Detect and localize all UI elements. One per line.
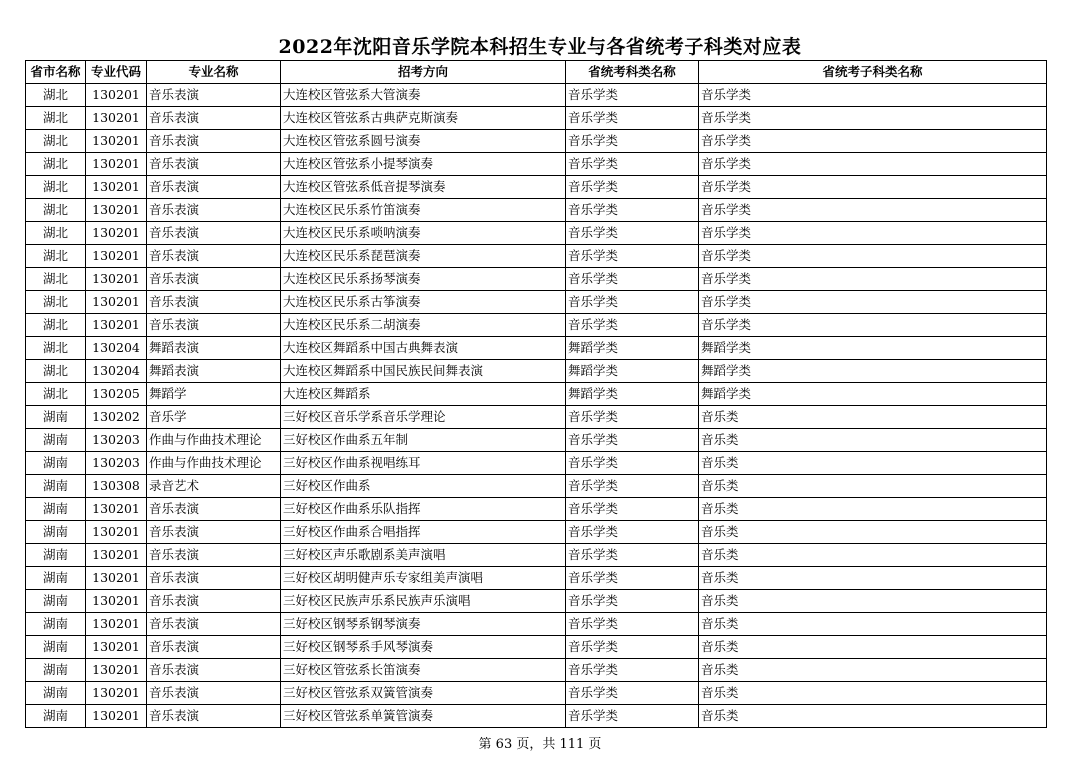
subcategory-cell: 音乐学类 xyxy=(699,314,1047,337)
direction-cell: 三好校区音乐学系音乐学理论 xyxy=(281,406,566,429)
major-cell: 舞蹈学 xyxy=(147,383,281,406)
category-cell: 舞蹈学类 xyxy=(566,337,699,360)
code-cell: 130201 xyxy=(86,567,147,590)
direction-cell: 三好校区管弦系长笛演奏 xyxy=(281,659,566,682)
direction-cell: 大连校区舞蹈系中国古典舞表演 xyxy=(281,337,566,360)
table-row xyxy=(26,153,1047,176)
subcategory-cell: 音乐类 xyxy=(699,498,1047,521)
major-cell: 音乐表演 xyxy=(147,84,281,107)
category-cell: 音乐学类 xyxy=(566,705,699,728)
subcategory-cell: 音乐类 xyxy=(699,475,1047,498)
major-cell: 舞蹈表演 xyxy=(147,360,281,383)
major-cell: 作曲与作曲技术理论 xyxy=(147,429,281,452)
subcategory-cell: 音乐学类 xyxy=(699,130,1047,153)
subcategory-cell: 音乐类 xyxy=(699,613,1047,636)
province-cell: 湖南 xyxy=(26,498,86,521)
table-row xyxy=(26,682,1047,705)
province-cell: 湖北 xyxy=(26,222,86,245)
direction-cell: 大连校区民乐系古筝演奏 xyxy=(281,291,566,314)
code-cell: 130205 xyxy=(86,383,147,406)
province-cell: 湖北 xyxy=(26,314,86,337)
category-cell: 音乐学类 xyxy=(566,199,699,222)
major-cell: 音乐表演 xyxy=(147,590,281,613)
category-cell: 音乐学类 xyxy=(566,268,699,291)
major-cell: 音乐表演 xyxy=(147,636,281,659)
category-cell: 音乐学类 xyxy=(566,452,699,475)
code-cell: 130201 xyxy=(86,521,147,544)
category-cell: 音乐学类 xyxy=(566,475,699,498)
category-cell: 音乐学类 xyxy=(566,498,699,521)
code-cell: 130201 xyxy=(86,268,147,291)
province-cell: 湖北 xyxy=(26,176,86,199)
subcategory-cell: 音乐学类 xyxy=(699,199,1047,222)
table-row xyxy=(26,521,1047,544)
province-cell: 湖南 xyxy=(26,567,86,590)
major-cell: 音乐表演 xyxy=(147,705,281,728)
major-cell: 音乐表演 xyxy=(147,245,281,268)
table-row xyxy=(26,176,1047,199)
major-cell: 音乐表演 xyxy=(147,521,281,544)
subcategory-cell: 舞蹈学类 xyxy=(699,337,1047,360)
subcategory-cell: 音乐类 xyxy=(699,544,1047,567)
table-row xyxy=(26,659,1047,682)
table-row xyxy=(26,222,1047,245)
subcategory-cell: 音乐类 xyxy=(699,590,1047,613)
direction-cell: 大连校区管弦系大管演奏 xyxy=(281,84,566,107)
table-row xyxy=(26,314,1047,337)
major-cell: 音乐表演 xyxy=(147,544,281,567)
direction-cell: 大连校区民乐系唢呐演奏 xyxy=(281,222,566,245)
mapping-table xyxy=(25,60,1047,728)
table-row xyxy=(26,590,1047,613)
category-cell: 音乐学类 xyxy=(566,107,699,130)
category-cell: 音乐学类 xyxy=(566,590,699,613)
province-cell: 湖南 xyxy=(26,682,86,705)
major-cell: 音乐表演 xyxy=(147,613,281,636)
province-cell: 湖北 xyxy=(26,268,86,291)
subcategory-cell: 音乐类 xyxy=(699,705,1047,728)
code-cell: 130204 xyxy=(86,360,147,383)
direction-cell: 三好校区民族声乐系民族声乐演唱 xyxy=(281,590,566,613)
province-cell: 湖北 xyxy=(26,291,86,314)
table-row xyxy=(26,199,1047,222)
province-cell: 湖南 xyxy=(26,475,86,498)
category-cell: 音乐学类 xyxy=(566,429,699,452)
direction-cell: 三好校区作曲系五年制 xyxy=(281,429,566,452)
major-cell: 音乐学 xyxy=(147,406,281,429)
major-cell: 录音艺术 xyxy=(147,475,281,498)
direction-cell: 大连校区管弦系低音提琴演奏 xyxy=(281,176,566,199)
category-cell: 音乐学类 xyxy=(566,659,699,682)
major-cell: 音乐表演 xyxy=(147,682,281,705)
direction-cell: 三好校区作曲系 xyxy=(281,475,566,498)
province-cell: 湖北 xyxy=(26,360,86,383)
code-cell: 130202 xyxy=(86,406,147,429)
direction-cell: 大连校区民乐系二胡演奏 xyxy=(281,314,566,337)
code-cell: 130201 xyxy=(86,291,147,314)
table-row xyxy=(26,130,1047,153)
major-cell: 音乐表演 xyxy=(147,659,281,682)
code-cell: 130201 xyxy=(86,176,147,199)
province-cell: 湖北 xyxy=(26,383,86,406)
table-row xyxy=(26,544,1047,567)
category-cell: 音乐学类 xyxy=(566,636,699,659)
header-direction: 招考方向 xyxy=(281,61,566,84)
category-cell: 音乐学类 xyxy=(566,544,699,567)
category-cell: 音乐学类 xyxy=(566,406,699,429)
header-province: 省市名称 xyxy=(26,61,86,84)
category-cell: 音乐学类 xyxy=(566,245,699,268)
category-cell: 舞蹈学类 xyxy=(566,383,699,406)
direction-cell: 三好校区作曲系乐队指挥 xyxy=(281,498,566,521)
table-row xyxy=(26,291,1047,314)
major-cell: 舞蹈表演 xyxy=(147,337,281,360)
major-cell: 音乐表演 xyxy=(147,268,281,291)
direction-cell: 三好校区管弦系单簧管演奏 xyxy=(281,705,566,728)
subcategory-cell: 音乐类 xyxy=(699,521,1047,544)
province-cell: 湖南 xyxy=(26,590,86,613)
province-cell: 湖南 xyxy=(26,636,86,659)
major-cell: 音乐表演 xyxy=(147,567,281,590)
table-row xyxy=(26,107,1047,130)
province-cell: 湖南 xyxy=(26,613,86,636)
code-cell: 130203 xyxy=(86,452,147,475)
direction-cell: 大连校区民乐系扬琴演奏 xyxy=(281,268,566,291)
subcategory-cell: 音乐类 xyxy=(699,682,1047,705)
table-row xyxy=(26,636,1047,659)
province-cell: 湖北 xyxy=(26,130,86,153)
subcategory-cell: 音乐学类 xyxy=(699,176,1047,199)
subcategory-cell: 音乐学类 xyxy=(699,84,1047,107)
table-row xyxy=(26,245,1047,268)
major-cell: 音乐表演 xyxy=(147,176,281,199)
direction-cell: 大连校区管弦系古典萨克斯演奏 xyxy=(281,107,566,130)
subcategory-cell: 音乐学类 xyxy=(699,291,1047,314)
code-cell: 130201 xyxy=(86,659,147,682)
direction-cell: 大连校区舞蹈系 xyxy=(281,383,566,406)
category-cell: 音乐学类 xyxy=(566,84,699,107)
code-cell: 130201 xyxy=(86,130,147,153)
province-cell: 湖南 xyxy=(26,521,86,544)
subcategory-cell: 舞蹈学类 xyxy=(699,360,1047,383)
direction-cell: 三好校区管弦系双簧管演奏 xyxy=(281,682,566,705)
category-cell: 音乐学类 xyxy=(566,222,699,245)
code-cell: 130201 xyxy=(86,153,147,176)
direction-cell: 大连校区管弦系圆号演奏 xyxy=(281,130,566,153)
province-cell: 湖北 xyxy=(26,245,86,268)
category-cell: 音乐学类 xyxy=(566,567,699,590)
province-cell: 湖南 xyxy=(26,406,86,429)
category-cell: 音乐学类 xyxy=(566,130,699,153)
category-cell: 音乐学类 xyxy=(566,521,699,544)
table-row xyxy=(26,383,1047,406)
code-cell: 130201 xyxy=(86,705,147,728)
subcategory-cell: 音乐类 xyxy=(699,452,1047,475)
page-footer: 第 63 页，共 111 页 xyxy=(478,737,602,752)
category-cell: 音乐学类 xyxy=(566,291,699,314)
code-cell: 130204 xyxy=(86,337,147,360)
major-cell: 音乐表演 xyxy=(147,291,281,314)
table-row xyxy=(26,429,1047,452)
subcategory-cell: 音乐学类 xyxy=(699,268,1047,291)
subcategory-cell: 音乐学类 xyxy=(699,107,1047,130)
table-row xyxy=(26,705,1047,728)
major-cell: 音乐表演 xyxy=(147,314,281,337)
code-cell: 130201 xyxy=(86,199,147,222)
subcategory-cell: 音乐类 xyxy=(699,429,1047,452)
major-cell: 音乐表演 xyxy=(147,153,281,176)
table-row xyxy=(26,567,1047,590)
direction-cell: 三好校区声乐歌剧系美声演唱 xyxy=(281,544,566,567)
direction-cell: 大连校区民乐系竹笛演奏 xyxy=(281,199,566,222)
direction-cell: 大连校区民乐系琵琶演奏 xyxy=(281,245,566,268)
subcategory-cell: 音乐学类 xyxy=(699,245,1047,268)
header-category: 省统考科类名称 xyxy=(566,61,699,84)
code-cell: 130201 xyxy=(86,245,147,268)
subcategory-cell: 音乐类 xyxy=(699,567,1047,590)
direction-cell: 大连校区舞蹈系中国民族民间舞表演 xyxy=(281,360,566,383)
subcategory-cell: 音乐学类 xyxy=(699,153,1047,176)
subcategory-cell: 音乐类 xyxy=(699,659,1047,682)
direction-cell: 三好校区胡明健声乐专家组美声演唱 xyxy=(281,567,566,590)
code-cell: 130201 xyxy=(86,590,147,613)
header-row xyxy=(26,61,1047,84)
category-cell: 音乐学类 xyxy=(566,153,699,176)
major-cell: 音乐表演 xyxy=(147,107,281,130)
code-cell: 130201 xyxy=(86,636,147,659)
table-row xyxy=(26,452,1047,475)
major-cell: 音乐表演 xyxy=(147,199,281,222)
code-cell: 130201 xyxy=(86,107,147,130)
table-row xyxy=(26,475,1047,498)
page-title: 2022年沈阳音乐学院本科招生专业与各省统考子科类对应表 xyxy=(278,36,802,58)
table-row xyxy=(26,337,1047,360)
header-major-code: 专业代码 xyxy=(86,61,147,84)
table-row xyxy=(26,406,1047,429)
major-cell: 音乐表演 xyxy=(147,498,281,521)
category-cell: 音乐学类 xyxy=(566,613,699,636)
subcategory-cell: 音乐类 xyxy=(699,406,1047,429)
direction-cell: 三好校区作曲系视唱练耳 xyxy=(281,452,566,475)
direction-cell: 大连校区管弦系小提琴演奏 xyxy=(281,153,566,176)
code-cell: 130201 xyxy=(86,613,147,636)
code-cell: 130201 xyxy=(86,682,147,705)
subcategory-cell: 音乐学类 xyxy=(699,222,1047,245)
province-cell: 湖北 xyxy=(26,153,86,176)
province-cell: 湖南 xyxy=(26,659,86,682)
province-cell: 湖南 xyxy=(26,705,86,728)
province-cell: 湖北 xyxy=(26,199,86,222)
category-cell: 舞蹈学类 xyxy=(566,360,699,383)
code-cell: 130203 xyxy=(86,429,147,452)
code-cell: 130201 xyxy=(86,314,147,337)
major-cell: 作曲与作曲技术理论 xyxy=(147,452,281,475)
code-cell: 130308 xyxy=(86,475,147,498)
direction-cell: 三好校区钢琴系手风琴演奏 xyxy=(281,636,566,659)
table-row xyxy=(26,498,1047,521)
table-row xyxy=(26,84,1047,107)
header-subcategory: 省统考子科类名称 xyxy=(699,61,1047,84)
header-major-name: 专业名称 xyxy=(147,61,281,84)
subcategory-cell: 音乐类 xyxy=(699,636,1047,659)
code-cell: 130201 xyxy=(86,498,147,521)
major-cell: 音乐表演 xyxy=(147,130,281,153)
code-cell: 130201 xyxy=(86,84,147,107)
province-cell: 湖北 xyxy=(26,84,86,107)
province-cell: 湖北 xyxy=(26,337,86,360)
province-cell: 湖南 xyxy=(26,452,86,475)
category-cell: 音乐学类 xyxy=(566,176,699,199)
province-cell: 湖北 xyxy=(26,107,86,130)
province-cell: 湖南 xyxy=(26,544,86,567)
code-cell: 130201 xyxy=(86,222,147,245)
code-cell: 130201 xyxy=(86,544,147,567)
major-cell: 音乐表演 xyxy=(147,222,281,245)
direction-cell: 三好校区钢琴系钢琴演奏 xyxy=(281,613,566,636)
category-cell: 音乐学类 xyxy=(566,682,699,705)
table-row xyxy=(26,360,1047,383)
category-cell: 音乐学类 xyxy=(566,314,699,337)
subcategory-cell: 舞蹈学类 xyxy=(699,383,1047,406)
table-row xyxy=(26,268,1047,291)
province-cell: 湖南 xyxy=(26,429,86,452)
table-row xyxy=(26,613,1047,636)
direction-cell: 三好校区作曲系合唱指挥 xyxy=(281,521,566,544)
